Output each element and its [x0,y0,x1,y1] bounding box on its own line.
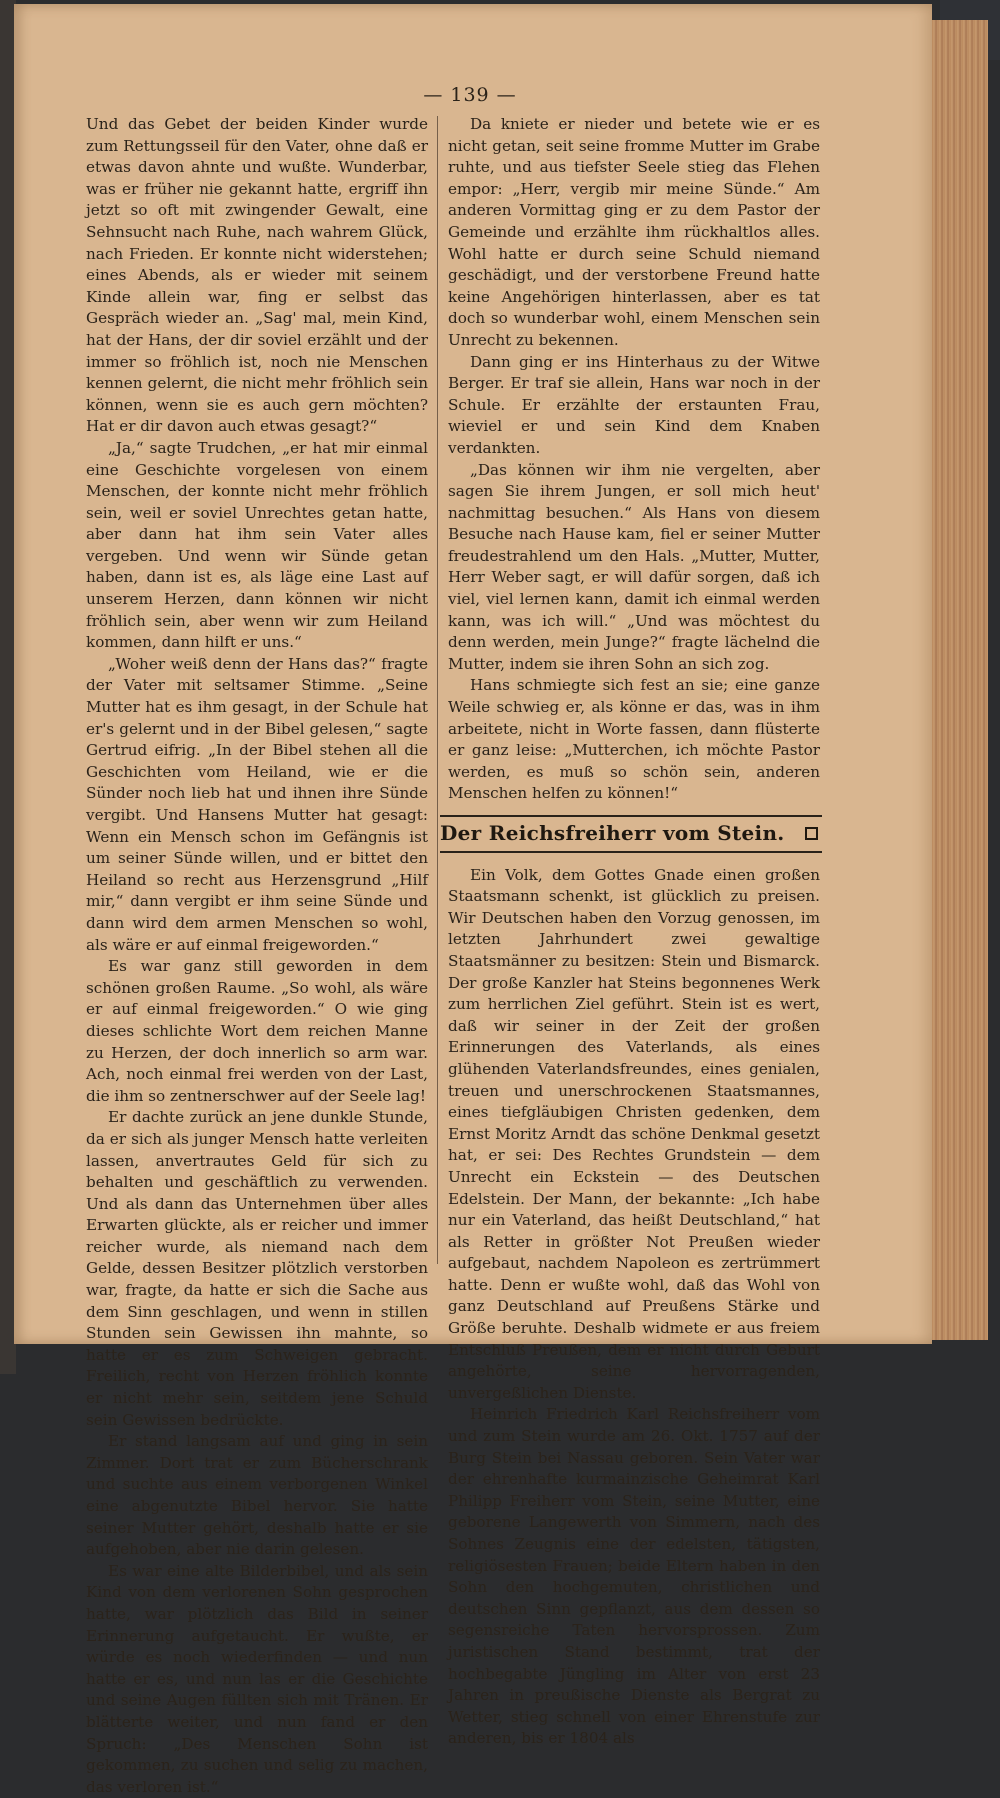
paragraph: Hans schmiegte sich fest an sie; eine ganze Weile schwieg er, als könne er das, was in ihm arbeitete, nicht in Worte fassen, dann flüsterte er ganz leise: „Mutterchen, ich möchte Pastor werden, es muß so schön sein, anderen Menschen helfen zu können!“ [448,676,820,803]
paragraph: Er dachte zurück an jene dunkle Stunde, da er sich als junger Mensch hatte verleiten lassen, anvertrautes Geld für sich zu behalten und geschäftlich zu verwenden. Und als dann das Unternehmen über alles Erwarten glückte, als er reicher und immer reicher wurde, als niemand nach dem Gelde, dessen Besitzer plötzlich verstorben war, fragte, da hatte er sich die Sache aus dem Sinn geschlagen, und wenn in stillen Stunden sein Gewissen ihn mahnte, so hatte er es zum Schweigen gebracht. Freilich, recht von Herzen fröhlich konnte er nicht mehr sein, seitdem jene Schuld sein Gewissen bedrückte. [86,1108,428,1429]
paragraph: Es war ganz still geworden in dem schönen großen Raume. „So wohl, als wäre er auf einmal freigeworden.“ O wie ging dieses schlichte Wort dem reichen Manne zu Herzen, der doch innerlich so arm war. Ach, noch einmal frei werden von der Last, die ihm so zentnerschwer auf der Seele lag! [86,957,428,1105]
paragraph: Und das Gebet der beiden Kinder wurde zum Rettungsseil für den Vater, ohne daß er etwas davon ahnte und wußte. Wunderbar, was er früher nie gekannt hatte, ergriff ihn jetzt so oft mit zwingender Gewalt, eine Sehnsucht nach Ruhe, nach wahrem Glück, nach Frieden. Er konnte nicht widerstehen; eines Abends, als er wieder mit seinem Kinde allein war, fing er selbst das Gespräch wieder an. „Sag' mal, mein Kind, hat der Hans, der dir soviel erzählt und der immer so fröhlich ist, noch nie Menschen kennen gelernt, die nicht mehr fröhlich sein können, wenn sie es auch gern möchten? Hat er dir davon auch etwas gesagt?“ [86,115,428,436]
right-column [440,114,820,1750]
paragraph: Er stand langsam auf und ging in sein Zimmer. Dort trat er zum Bücherschrank und suchte aus einem verborgenen Winkel eine abgenutzte Bibel hervor. Sie hatte seiner Mutter gehört, deshalb hatte er sie aufgehoben, aber nie darin gelesen. [86,1432,428,1559]
square-ornament-icon [805,827,818,840]
paragraph: „Woher weiß denn der Hans das?“ fragte der Vater mit seltsamer Stimme. „Seine Mutter hat es ihm gesagt, in der Schule hat er's gelernt und in der Bibel gelesen,“ sagte Gertrud eifrig. „In der Bibel stehen all die Geschichten vom Heiland, wie er die Sünder noch lieb hat und ihnen ihre Sünde vergibt. Und Hansens Mutter hat gesagt: Wenn ein Mensch schon im Gefängnis ist um seiner Sünde willen, und er bittet den Heiland so recht aus Herzensgrund „Hilf mir,“ dann vergibt er ihm seine Sünde und dann wird dem armen Menschen so wohl, als wäre er auf einmal freigeworden.“ [86,654,428,954]
paragraph: Heinrich Friedrich Karl Reichsfreiherr vom und zum Stein wurde am 26. Okt. 1757 auf der Burg Stein bei Nassau geboren. Sein Vater war der ehrenhafte kurmainzische Geheimrat Karl Philipp Freiherr vom Stein, seine Mutter, eine geborene Langewerth von Simmern, nach des Sohnes Zeugnis eine der edelsten, tätigsten, religiösesten Frauen; beide Eltern haben in den Sohn den hochgemuten, christlichen und deutschen Sinn gepflanzt, aus dem dessen so segensreiche Taten hervorsprossen. Zum juristischen Stand bestimmt, trat der hochbegabte Jüngling im Alter von erst 23 Jahren in preußische Dienste als Bergrat zu Wetter, stieg schnell von einer Ehrenstufe zur anderen, bis er 1804 als [448,1405,820,1748]
article-header [440,815,822,853]
page-edge-stack [930,20,988,1340]
paragraph: Dann ging er ins Hinterhaus zu der Witwe Berger. Er traf sie allein, Hans war noch in der Schule. Er erzählte der erstaunten Frau, wieviel er und sein Kind dem Knaben verdankten. [448,352,820,457]
article-title: Der Reichsfreiherr vom Stein. [440,821,785,845]
left-column [86,114,428,1798]
paragraph: Es war eine alte Bilderbibel, und als sein Kind von dem verlorenen Sohn gesprochen hatte, war plötzlich das Bild in seiner Erinnerung aufgetaucht. Er wußte, er würde es noch wiederfinden — und nun hatte er es, und nun las er die Geschichte und seine Augen füllten sich mit Tränen. Er blätterte weiter, und nun fand er den Spruch: „Des Menschen Sohn ist gekommen, zu suchen und selig zu machen, das verloren ist.“ [86,1561,428,1796]
column-divider [437,116,438,1264]
page-number: — 139 — [423,84,517,106]
paragraph: „Das können wir ihm nie vergelten, aber sagen Sie ihrem Jungen, er soll mich heut' nachmittag besuchen.“ Als Hans von diesem Besuche nach Hause kam, fiel er seiner Mutter freudestrahlend um den Hals. „Mutter, Mutter, Herr Weber sagt, er will dafür sorgen, daß ich viel, viel lernen kann, damit ich einmal werden kann, was ich will.“ „Und was möchtest du denn werden, mein Junge?“ fragte lächelnd die Mutter, indem sie ihren Sohn an sich zog. [448,460,820,673]
paragraph: Da kniete er nieder und betete wie er es nicht getan, seit seine fromme Mutter im Grabe ruhte, und aus tiefster Seele stieg das Flehen empor: „Herr, vergib mir meine Sünde.“ Am anderen Vormittag ging er zu dem Pastor der Gemeinde und erzählte ihm rückhaltlos alles. Wohl hatte er durch seine Schuld niemand geschädigt, und der verstorbene Freund hatte keine Angehörigen hinterlassen, aber es tat doch so wunderbar wohl, einem Menschen sein Unrecht zu bekennen. [448,115,820,349]
paragraph: Ein Volk, dem Gottes Gnade einen großen Staatsmann schenkt, ist glücklich zu preisen. Wir Deutschen haben den Vorzug genossen, im letzten Jahrhundert zwei gewaltige Staatsmänner zu besitzen: Stein und Bismarck. Der große Kanzler hat Steins begonnenes Werk zum herrlichen Ziel geführt. Stein ist es wert, daß wir seiner in der Zeit der großen Erinnerungen des Vaterlands, als eines glühenden Vaterlandsfreundes, eines genialen, treuen und unerschrockenen Staatsmannes, eines tiefgläubigen Christen gedenken, dem Ernst Moritz Arndt das schöne Denkmal gesetzt hat, er sei: Des Rechtes Grundstein — dem Unrecht ein Eckstein — des Deutschen Edelstein. Der Mann, der bekannte: „Ich habe nur ein Vaterland, das heißt Deutschland,“ hat als Retter in größter Not Preußen wieder aufgebaut, nachdem Napoleon es zertrümmert hatte. Denn er wußte wohl, daß das Wohl von ganz Deutschland auf Preußens Stärke und Größe beruhte. Deshalb widmete er aus freiem Entschluß Preußen, dem er nicht durch Geburt angehörte, seine hervorragenden, unvergeßlichen Dienste. [448,865,820,1402]
paragraph: „Ja,“ sagte Trudchen, „er hat mir einmal eine Geschichte vorgelesen von einem Menschen, der konnte nicht mehr fröhlich sein, weil er soviel Unrechtes getan hatte, aber dann hat ihm sein Vater alles vergeben. Und wenn wir Sünde getan haben, dann ist es, als läge eine Last auf unserem Herzen, dann können wir nicht fröhlich sein, aber wenn wir zum Heiland kommen, dann hilft er uns.“ [86,438,428,652]
